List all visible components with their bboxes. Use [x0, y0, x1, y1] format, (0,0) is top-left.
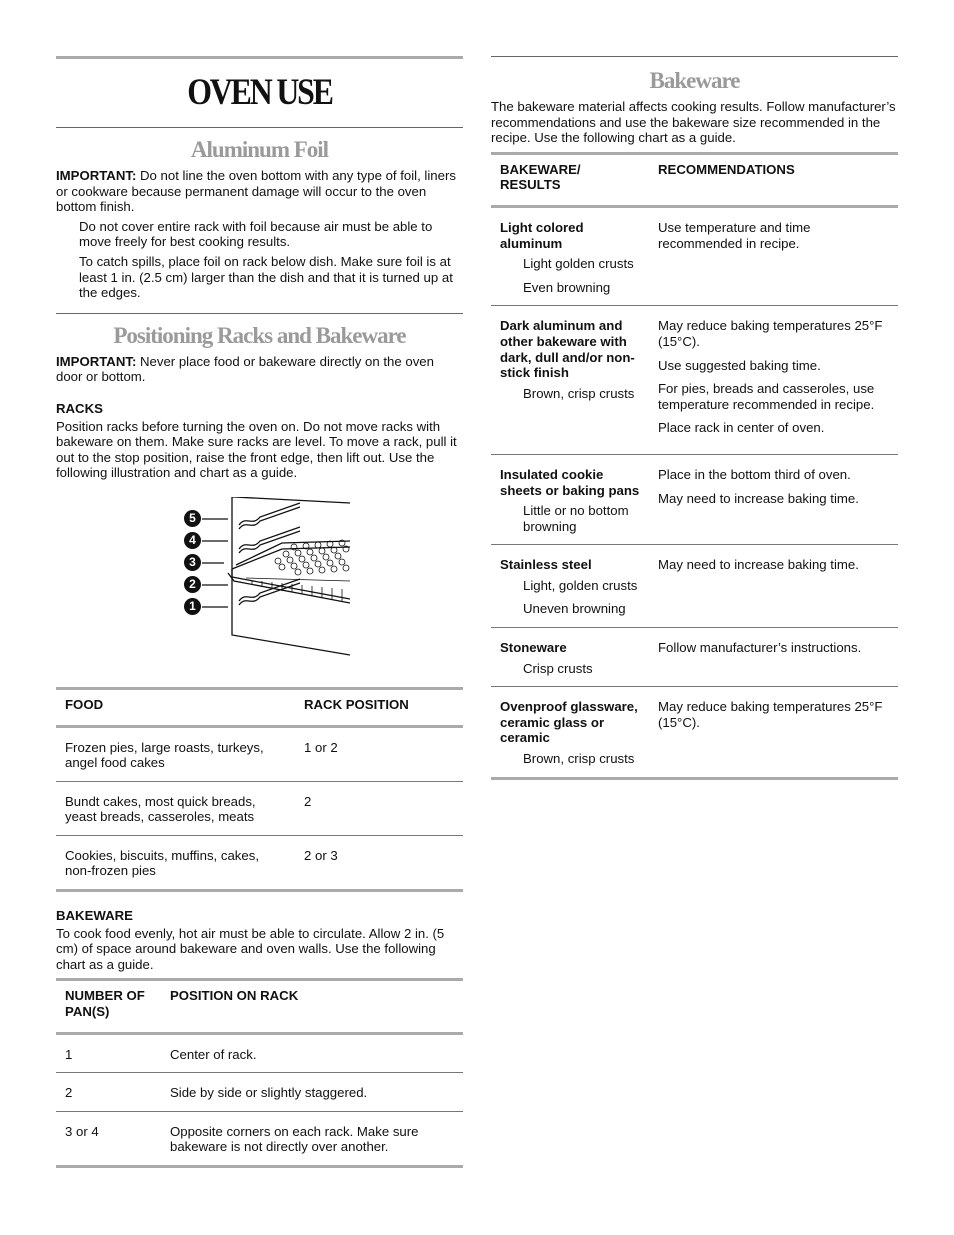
- rack-number-5: 5: [184, 510, 201, 527]
- bakeware-table: [491, 152, 898, 780]
- rack-number-3: 3: [184, 554, 201, 571]
- bakeware-cell: [491, 628, 649, 687]
- left-column: [56, 56, 463, 1168]
- bakeware-name: Stainless steel: [500, 557, 592, 573]
- table-row: [56, 1111, 463, 1166]
- bakeware-text: To cook food evenly, hot air must be able to circulate. Allow 2 in. (5 cm) of space around bakeware and oven walls. Use the following chart as a guide.: [56, 925, 445, 972]
- recommendation-item: May need to increase baking time.: [658, 490, 859, 506]
- rack-number-1: 1: [184, 598, 201, 615]
- table-row: [56, 835, 463, 890]
- pan-position-cell: Opposite corners on each rack. Make sure bakeware is not directly over another.: [170, 1123, 419, 1155]
- recommendation-item: May need to increase baking time.: [658, 557, 859, 573]
- recommendation-item: Use suggested baking time.: [658, 357, 821, 373]
- rack-position-table: [56, 687, 463, 892]
- recommendation-cell: [649, 454, 898, 544]
- recommendation-item: May reduce baking temperatures 25°F (15°C).: [658, 318, 883, 349]
- result-item: Little or no bottom browning: [523, 503, 629, 534]
- bakeware-name: Ovenproof glassware, ceramic glass or ceramic: [500, 699, 638, 746]
- top-rule: [491, 56, 898, 57]
- bakeware-name: Stoneware: [500, 640, 567, 656]
- food-cell: Bundt cakes, most quick breads, yeast breads, casseroles, meats: [65, 793, 256, 825]
- recommendation-item: Follow manufacturer’s instructions.: [658, 640, 862, 656]
- table-row: [56, 726, 463, 781]
- oven-rack-drawing: [56, 497, 463, 667]
- racks-heading: RACKS: [56, 400, 103, 416]
- important-text: Do not line the oven bottom with any type of foil, liners or cookware because permanent damage will occur to the oven bottom finish.: [56, 168, 456, 215]
- important-label: IMPORTANT:: [56, 168, 137, 183]
- rack-cell: 2 or 3: [304, 847, 338, 863]
- important-label: IMPORTANT:: [56, 353, 137, 369]
- recommendation-cell: [649, 687, 898, 778]
- important-text: Never place food or bakeware directly on the oven door or bottom.: [56, 353, 434, 385]
- bakeware-title: Bakeware: [649, 68, 740, 93]
- pan-position-cell: Side by side or slightly staggered.: [170, 1085, 368, 1101]
- recommendation-item: Place in the bottom third of oven.: [658, 466, 851, 482]
- foil-tip-1: Do not cover entire rack with foil because air must be able to move freely for best cooking results.: [79, 218, 433, 250]
- recommendation-item: For pies, breads and casseroles, use temperature recommended in recipe.: [658, 381, 875, 412]
- position-on-rack-header: POSITION ON RACK: [170, 988, 299, 1004]
- bakeware-name: Dark aluminum and other bakeware with dark, dull and/or non-stick finish: [500, 318, 635, 381]
- table-row: [491, 628, 898, 687]
- recommendation-cell: [649, 628, 898, 687]
- food-header: FOOD: [65, 696, 104, 712]
- page-title: OVEN USE: [187, 72, 332, 113]
- bakeware-cell: [491, 454, 649, 544]
- bakeware-intro: The bakeware material affects cooking results. Follow manufacturer’s recommendations and use the bakeware size recommended in the recipe. Use the following chart as a guide.: [491, 99, 896, 146]
- rack-number-4: 4: [184, 532, 201, 549]
- aluminum-foil-important: [56, 168, 463, 215]
- result-item: Light, golden crusts: [523, 577, 638, 593]
- section-divider: [56, 127, 463, 128]
- bakeware-cell: [491, 545, 649, 628]
- result-item: Even browning: [523, 279, 611, 295]
- foil-tip-2: To catch spills, place foil on rack below dish. Make sure foil is at least 1 in. (2.5 cm) larger than the dish and that it is turned up at the edges.: [79, 253, 453, 301]
- result-item: Brown, crisp crusts: [523, 751, 635, 767]
- right-column: [491, 56, 898, 780]
- positioning-title: Positioning Racks and Bakeware: [113, 322, 406, 348]
- food-cell: Cookies, biscuits, muffins, cakes, non-frozen pies: [65, 847, 259, 879]
- top-rule: [56, 56, 463, 59]
- recommendation-cell: [649, 545, 898, 628]
- bakeware-results-header: BAKEWARE/ RESULTS: [500, 161, 581, 193]
- table-row: [491, 206, 898, 305]
- bakeware-cell: [491, 206, 649, 305]
- rack-position-header: RACK POSITION: [304, 696, 409, 712]
- number-of-pans-header: NUMBER OF PAN(S): [65, 988, 145, 1020]
- section-divider: [56, 313, 463, 314]
- food-cell: Frozen pies, large roasts, turkeys, angel food cakes: [65, 739, 264, 771]
- aluminum-foil-title: Aluminum Foil: [190, 137, 329, 162]
- bakeware-cell: [491, 306, 649, 455]
- recommendation-item: May reduce baking temperatures 25°F (15°C).: [658, 699, 883, 730]
- recommendation-item: Place rack in center of oven.: [658, 420, 825, 436]
- pan-position-cell: Center of rack.: [170, 1046, 257, 1062]
- result-item: Crisp crusts: [523, 660, 593, 676]
- table-row: [56, 781, 463, 835]
- bakeware-heading: BAKEWARE: [56, 908, 133, 924]
- rack-illustration: [56, 497, 463, 667]
- result-item: Brown, crisp crusts: [523, 385, 635, 401]
- bakeware-cell: [491, 687, 649, 778]
- rack-number-2: 2: [184, 576, 201, 593]
- pan-count-cell: 3 or 4: [65, 1123, 99, 1139]
- pan-count-cell: 2: [65, 1085, 73, 1101]
- table-row: [56, 1073, 463, 1112]
- positioning-important: [56, 354, 463, 385]
- table-row: [491, 687, 898, 778]
- result-item: Uneven browning: [523, 601, 626, 617]
- table-row: [491, 306, 898, 455]
- table-row: [56, 1033, 463, 1073]
- bakeware-name: Light colored aluminum: [500, 219, 584, 251]
- rack-cell: 1 or 2: [304, 739, 338, 755]
- pan-count-cell: 1: [65, 1046, 73, 1062]
- recommendation-cell: [649, 206, 898, 305]
- table-row: [491, 454, 898, 544]
- bakeware-name: Insulated cookie sheets or baking pans: [500, 466, 640, 498]
- recommendation-cell: [649, 306, 898, 455]
- result-item: Light golden crusts: [523, 256, 634, 272]
- racks-text: Position racks before turning the oven on. Do not move racks with bakeware on them. Make sure racks are level. To move a rack, pull it out to the stop position, raise the front edge, then lift out. Use the following illustration and chart as a guide.: [56, 418, 457, 481]
- pan-position-table: [56, 978, 463, 1168]
- table-row: [491, 545, 898, 628]
- rack-cell: 2: [304, 793, 312, 809]
- recommendation-item: Use temperature and time recommended in recipe.: [658, 219, 811, 251]
- recommendations-header: RECOMMENDATIONS: [658, 161, 795, 177]
